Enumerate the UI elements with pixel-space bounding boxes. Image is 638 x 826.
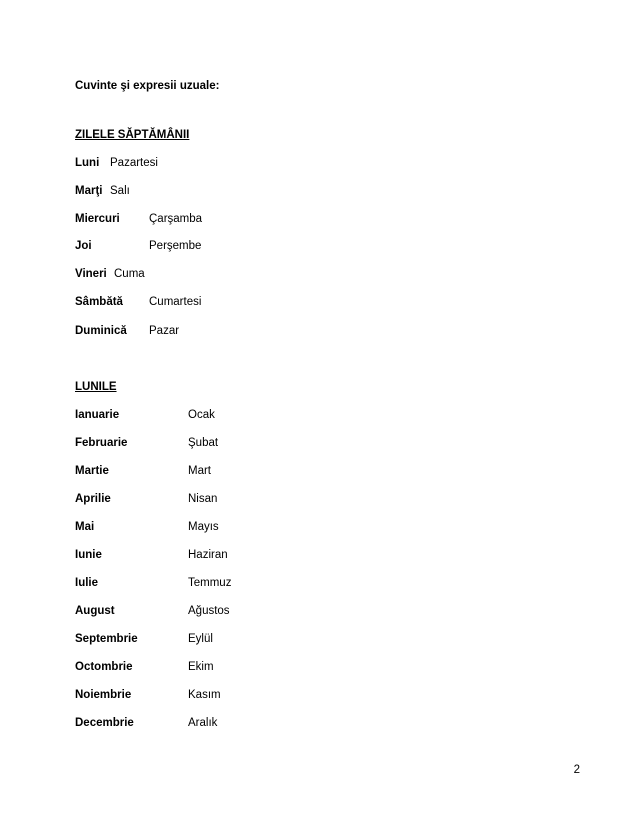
day-romanian: Luni xyxy=(75,157,100,169)
month-romanian: Iunie xyxy=(75,549,102,561)
month-turkish: Kasım xyxy=(188,689,221,701)
month-romanian: Decembrie xyxy=(75,717,134,729)
month-romanian: Aprilie xyxy=(75,493,111,505)
month-turkish: Mayıs xyxy=(188,521,219,533)
day-turkish: Pazar xyxy=(149,325,180,337)
month-romanian: Martie xyxy=(75,465,109,477)
month-romanian: Noiembrie xyxy=(75,689,132,701)
day-romanian: Marţi xyxy=(75,185,103,197)
months-section-title: LUNILE xyxy=(75,381,117,393)
day-turkish: Salı xyxy=(110,185,130,197)
day-romanian: Joi xyxy=(75,240,92,252)
day-romanian: Sâmbătă xyxy=(75,296,123,308)
day-turkish: Pazartesi xyxy=(110,157,158,169)
days-section-title: ZILELE SĂPTĂMÂNII xyxy=(75,129,190,141)
day-romanian: Miercuri xyxy=(75,213,120,225)
month-romanian: Februarie xyxy=(75,437,128,449)
page-heading: Cuvinte şi expresii uzuale: xyxy=(75,80,220,92)
month-turkish: Şubat xyxy=(188,437,219,449)
day-turkish: Cumartesi xyxy=(149,296,202,308)
month-romanian: Ianuarie xyxy=(75,409,120,421)
month-turkish: Ocak xyxy=(188,409,215,421)
month-romanian: Octombrie xyxy=(75,661,133,673)
day-turkish: Perşembe xyxy=(149,240,202,252)
month-romanian: Mai xyxy=(75,521,95,533)
day-turkish: Çarşamba xyxy=(149,213,203,225)
month-turkish: Ağustos xyxy=(188,605,230,617)
month-turkish: Aralık xyxy=(188,717,218,729)
month-turkish: Haziran xyxy=(188,549,228,561)
month-romanian: Iulie xyxy=(75,577,99,589)
day-turkish: Cuma xyxy=(114,268,145,280)
month-romanian: August xyxy=(75,605,115,617)
month-turkish: Mart xyxy=(188,465,211,477)
day-romanian: Duminică xyxy=(75,325,127,337)
month-turkish: Temmuz xyxy=(188,577,232,589)
month-turkish: Nisan xyxy=(188,493,218,505)
month-turkish: Eylül xyxy=(188,633,213,645)
month-turkish: Ekim xyxy=(188,661,214,673)
month-romanian: Septembrie xyxy=(75,633,138,645)
page-number: 2 xyxy=(573,764,580,776)
day-romanian: Vineri xyxy=(75,268,107,280)
